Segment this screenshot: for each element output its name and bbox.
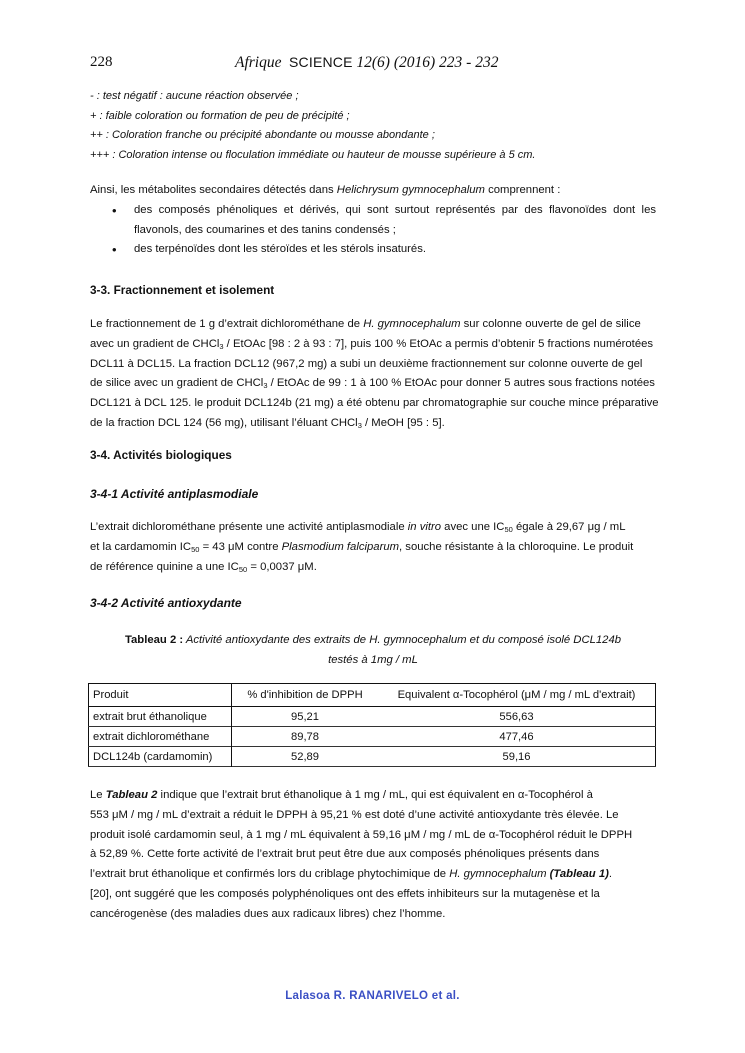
table-row [89, 747, 656, 767]
text-run: avec un gradient de CHCl [90, 337, 220, 350]
text-run: égale à 29,67 μg / mL [512, 521, 626, 533]
column-header: Equivalent α-Tocophérol (μM / mg / mL d'extrait) [378, 684, 656, 707]
text-line: DCL11 à DCL15. La fraction DCL12 (967,2 mg) a subi un deuxième fractionnement sur colonne ouverte de gel [90, 357, 643, 370]
text-line: 553 μM / mg / mL d’extrait a réduit le DPPH à 95,21 % est doté d’une activité antioxydante très élevée. Le [90, 808, 619, 821]
table-reference: (Tableau 1) [549, 868, 609, 881]
text-run: avec une IC [441, 521, 505, 533]
text-run: L’extrait dichlorométhane présente une activité antiplasmodiale [90, 521, 408, 533]
subscript: 3 [263, 381, 268, 391]
text-line: produit isolé cardamomin seul, à 1 mg / mL équivalent à 59,16 μM / mg / mL de α-Tocophérol réduit le DPPH [90, 828, 633, 841]
page-header [90, 54, 656, 74]
intro-text: Ainsi, les métabolites secondaires détectés dans [90, 184, 337, 196]
caption-text: Activité antioxydante des extraits de H. gymnocephalum et du composé isolé DCL124b [183, 634, 622, 646]
discussion-paragraph [90, 786, 656, 925]
table-cell: 477,46 [499, 730, 534, 743]
page-footer-authors: Lalasoa R. RANARIVELO et al. [285, 990, 460, 1002]
fractionation-paragraph [90, 315, 659, 434]
table-caption [90, 631, 656, 670]
journal-name-italic: Afrique [235, 54, 282, 71]
section-heading-3-4-2: 3-4-2 Activité antioxydante [90, 596, 242, 610]
text-run: et la cardamomin IC [90, 540, 192, 553]
column-header: % d'inhibition de DPPH [232, 684, 379, 707]
legend-block [90, 87, 656, 165]
antioxidant-table [88, 683, 656, 767]
legend-line: + : faible coloration ou formation de peu de précipité ; [90, 109, 350, 122]
text-run: / EtOAc de 99 : 1 à 100 % EtOAc pour donner 5 autres sous fractions notées [267, 377, 655, 390]
text-line: DCL121 à DCL 125. le produit DCL124b (21 mg) a été obtenu par chromatographie sur couche mince préparative [90, 397, 659, 410]
subscript: 50 [191, 544, 200, 554]
antiplasmodial-paragraph [90, 518, 656, 577]
text-run: , souche résistante à la chloroquine. Le produit [399, 540, 634, 553]
text-run: de la fraction DCL 124 (56 mg), utilisant l’éluant CHCl [90, 416, 358, 429]
section-heading-3-4: 3-4. Activités biologiques [90, 448, 232, 462]
table-reference: Tableau 2 [105, 789, 158, 801]
table-label: Tableau 2 : [124, 634, 184, 646]
table-cell: 59,16 [502, 750, 531, 763]
page-number: 228 [90, 54, 113, 70]
text-run: de référence quinine a une IC [90, 560, 239, 573]
legend-line: +++ : Coloration intense ou floculation immédiate ou hauteur de mousse supérieure à 5 cm. [90, 148, 536, 161]
legend-line: - : test négatif : aucune réaction observée ; [90, 90, 299, 102]
table-cell: extrait brut éthanolique [89, 707, 232, 727]
table-row [89, 727, 656, 747]
caption-text: testés à 1mg / mL [328, 653, 418, 666]
intro-paragraph [90, 181, 656, 260]
species-name: Helichrysum gymnocephalum [336, 184, 485, 196]
species-name: H. gymnocephalum [363, 318, 461, 330]
species-name: Plasmodium falciparum [281, 540, 400, 553]
section-heading-3-4-1: 3-4-1 Activité antiplasmodiale [90, 487, 259, 501]
text-run: l’extrait brut éthanolique et confirmés lors du criblage phytochimique de [90, 868, 450, 881]
journal-reference [235, 54, 498, 72]
text-run: / MeOH [95 : 5]. [361, 416, 445, 429]
text-run: = 0,0037 μM. [247, 560, 317, 573]
bullet-item: • des composés phénoliques et dérivés, qui sont surtout représentés par des flavonoïdes dont les flavonols, des coumarines et des tanins condensés ; [90, 201, 656, 241]
table-cell: DCL124b (cardamomin) [89, 747, 232, 767]
text-run: de silice avec un gradient de CHCl [90, 377, 264, 390]
text-line: à 52,89 %. Cette forte activité de l’extrait brut peut être due aux composés phénoliques présents dans [90, 848, 600, 861]
text-run: = 43 μM contre [199, 540, 282, 553]
table-cell: extrait dichlorométhane [89, 727, 232, 747]
table-cell: 95,21 [291, 710, 319, 723]
text-run: indique que l’extrait brut éthanolique à 1 mg / mL, qui est équivalent en α-Tocophérol à [157, 789, 593, 801]
journal-name-caps: SCIENCE [289, 54, 353, 70]
legend-line: ++ : Coloration franche ou précipité abondante ou mousse abondante ; [90, 129, 435, 141]
subscript: 3 [219, 341, 224, 351]
text-run: . [608, 868, 613, 881]
subscript: 50 [504, 525, 513, 534]
text-run: sur colonne ouverte de gel de silice [460, 318, 641, 330]
intro-text-end: comprennent : [484, 184, 561, 196]
column-header: Produit [89, 684, 232, 707]
species-name: H. gymnocephalum [449, 868, 547, 881]
subscript: 50 [238, 564, 248, 574]
text-run: / EtOAc [98 : 2 à 93 : 7], puis 100 % EtOAc a permis d’obtenir 5 fractions numérotées [223, 337, 654, 350]
table-cell: 52,89 [291, 750, 319, 763]
table-header-row [89, 684, 656, 707]
table-cell: 89,78 [291, 730, 319, 743]
text-run: Le fractionnement de 1 g d’extrait dichlorométhane de [90, 318, 364, 330]
table-row [89, 707, 656, 727]
section-heading-3-3: 3-3. Fractionnement et isolement [90, 283, 275, 297]
text-run: Le [90, 789, 106, 801]
text-line: cancérogenèse (des maladies dues aux radicaux libres) chez l’homme. [90, 907, 446, 920]
text-line: [20], ont suggéré que les composés polyphénoliques ont des effets inhibiteurs sur la mutagenèse et la [90, 887, 600, 900]
table-cell: 556,63 [499, 710, 534, 723]
journal-volume: 12(6) (2016) 223 - 232 [356, 54, 499, 71]
italic-term: in vitro [407, 521, 442, 533]
bullet-item: • des terpénoïdes dont les stéroïdes et les stérols insaturés. [90, 240, 656, 260]
subscript: 3 [357, 420, 362, 430]
